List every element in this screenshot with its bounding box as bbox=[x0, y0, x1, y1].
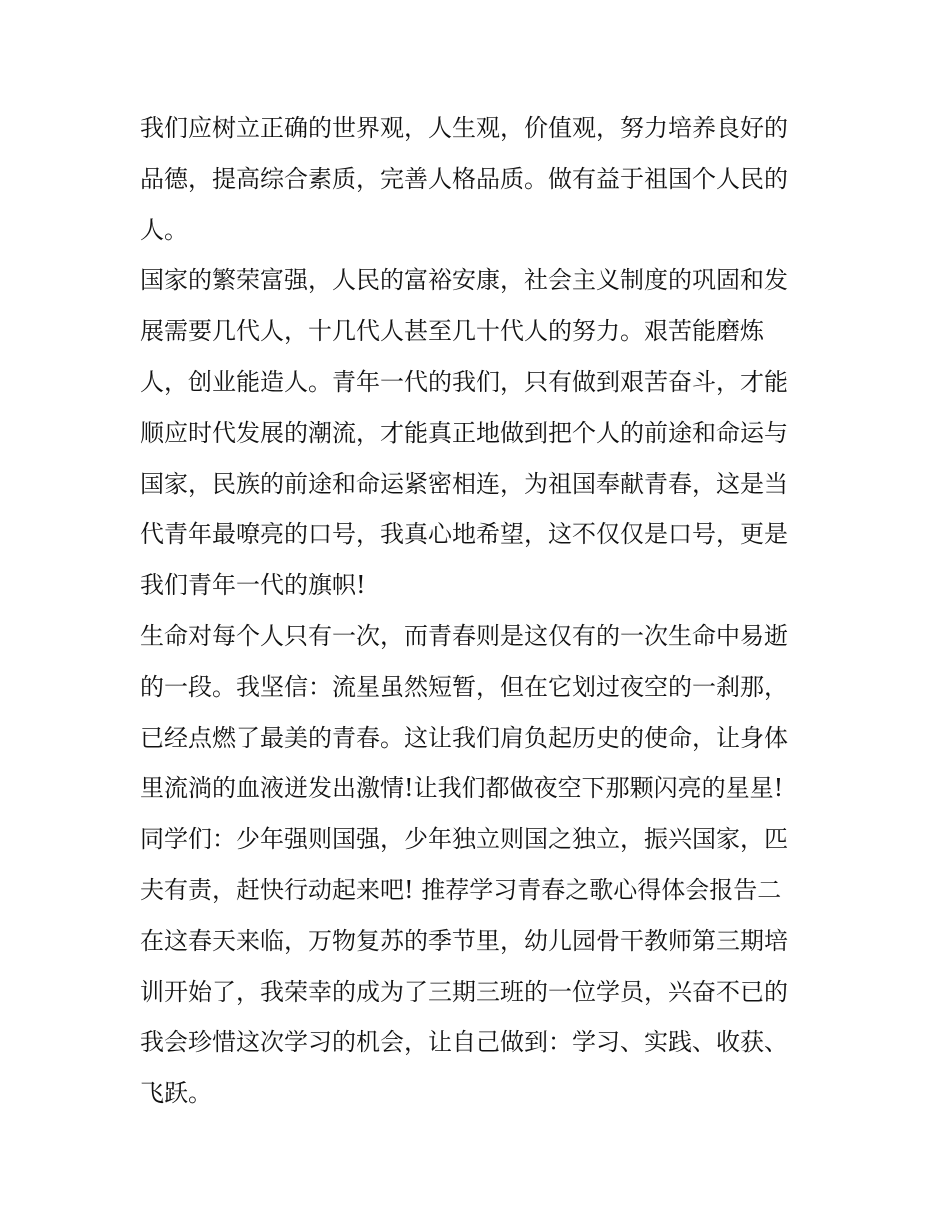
text-line: 同学们：少年强则国强，少年独立则国之独立，振兴国家，匹 bbox=[140, 825, 788, 854]
text-line: 展需要几代人，十几代人甚至几十代人的努力。艰苦能磨炼 bbox=[140, 317, 764, 346]
text-line: 在这春天来临，万物复苏的季节里，幼儿园骨干教师第三期培 bbox=[140, 926, 788, 955]
text-line: 训开始了，我荣幸的成为了三期三班的一位学员，兴奋不已的 bbox=[140, 977, 788, 1006]
text-line: 飞跃。 bbox=[140, 1079, 212, 1108]
text-line: 代青年最嘹亮的口号，我真心地希望，这不仅仅是口号，更是 bbox=[140, 520, 788, 549]
text-line: 我们青年一代的旗帜! bbox=[140, 571, 366, 600]
text-line: 国家，民族的前途和命运紧密相连，为祖国奉献青春，这是当 bbox=[140, 469, 788, 498]
text-line: 品德，提高综合素质，完善人格品质。做有益于祖国个人民的 bbox=[140, 164, 788, 193]
text-line: 人，创业能造人。青年一代的我们，只有做到艰苦奋斗，才能 bbox=[140, 367, 788, 396]
text-line: 我会珍惜这次学习的机会，让自己做到：学习、实践、收获、 bbox=[140, 1028, 788, 1057]
text-line: 人。 bbox=[140, 215, 188, 244]
text-line: 顺应时代发展的潮流，才能真正地做到把个人的前途和命运与 bbox=[140, 418, 788, 447]
body-text bbox=[140, 103, 830, 1119]
text-line: 夫有责，赶快行动起来吧! 推荐学习青春之歌心得体会报告二 bbox=[140, 875, 782, 904]
text-line: 国家的繁荣富强，人民的富裕安康，社会主义制度的巩固和发 bbox=[140, 266, 788, 295]
text-line: 已经点燃了最美的青春。这让我们肩负起历史的使命，让身体 bbox=[140, 723, 788, 752]
text-line: 我们应树立正确的世界观，人生观，价值观，努力培养良好的 bbox=[140, 114, 788, 142]
text-line: 的一段。我坚信：流星虽然短暂，但在它划过夜空的一刹那， bbox=[140, 672, 788, 701]
text-line: 生命对每个人只有一次，而青春则是这仅有的一次生命中易逝 bbox=[140, 621, 788, 650]
text-line: 里流淌的血液迸发出激情!让我们都做夜空下那颗闪亮的星星! bbox=[140, 774, 784, 803]
